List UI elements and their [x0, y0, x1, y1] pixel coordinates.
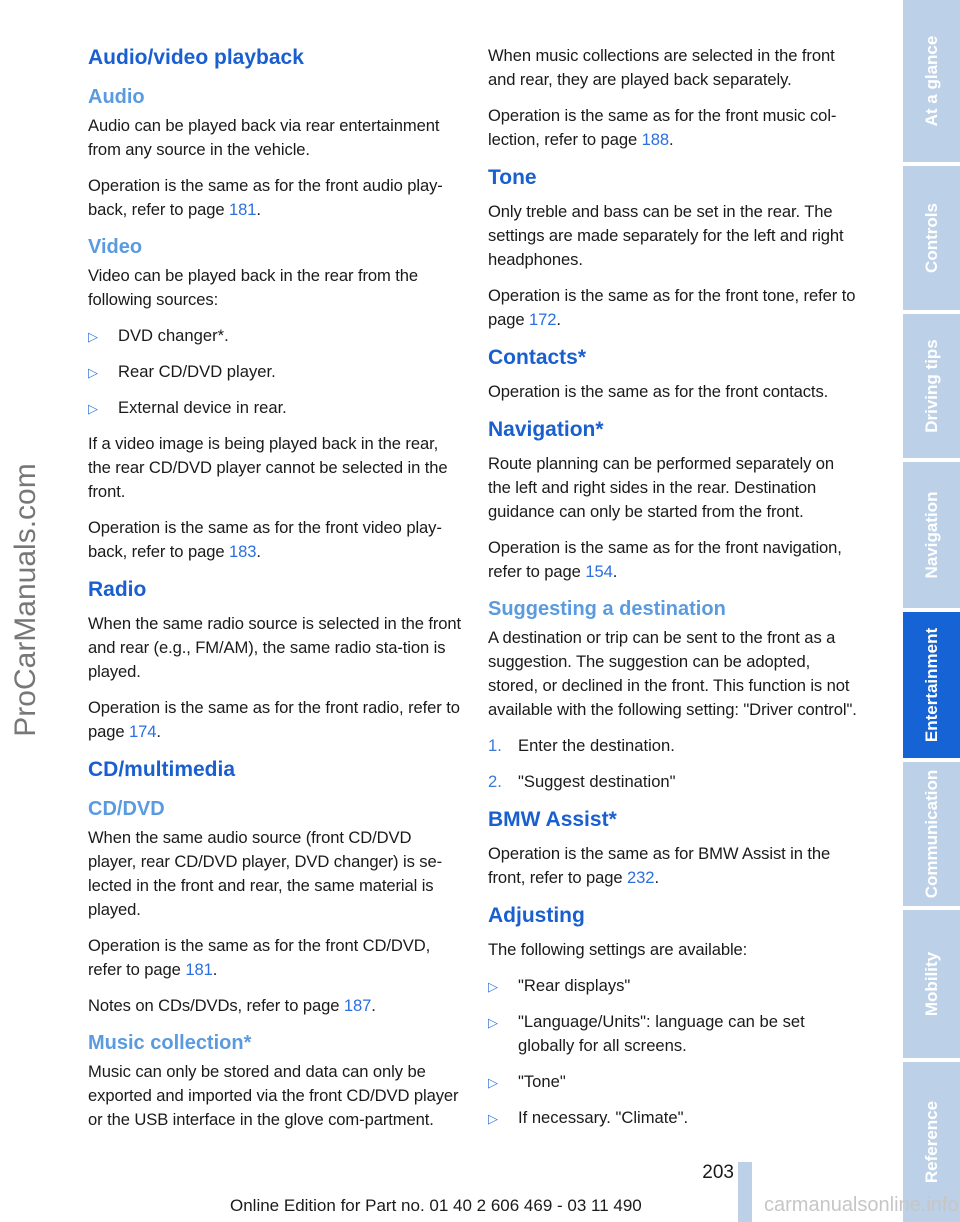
tab-mobility[interactable]: Mobility — [903, 910, 960, 1058]
heading-adjusting: Adjusting — [488, 904, 585, 927]
page-link[interactable]: 174 — [129, 722, 157, 741]
watermark-text: ProCarManuals.com — [9, 463, 42, 737]
paragraph: When the same radio source is selected in the front and rear (e.g., FM/AM), the same radio sta-tion is played. — [88, 614, 462, 681]
step-number: 1. — [488, 736, 502, 755]
paragraph: A destination or trip can be sent to the front as a suggestion. The suggestion can be adopted, stored, or declined in the front. This function is not available with the following setting: "Driver control". — [488, 628, 857, 719]
page-number: 203 — [702, 1162, 734, 1183]
tab-at-a-glance[interactable]: At a glance — [903, 0, 960, 162]
tab-communication[interactable]: Communication — [903, 762, 960, 906]
paragraph: Audio can be played back via rear entertainment from any source in the vehicle. — [88, 116, 440, 159]
tab-entertainment[interactable]: Entertainment — [903, 612, 960, 758]
video-source-list — [88, 324, 463, 420]
paragraph: Music can only be stored and data can only be exported and imported via the front CD/DVD player or the USB interface in the glove com-partment. — [88, 1062, 459, 1129]
heading-bmw-assist: BMW Assist* — [488, 808, 617, 831]
paragraph: Operation is the same as for the front navigation, refer to page 154. — [488, 538, 842, 581]
paragraph: Operation is the same as for the front CD/DVD, refer to page 181. — [88, 936, 431, 979]
paragraph: If a video image is being played back in the rear, the rear CD/DVD player cannot be selected in the front. — [88, 434, 448, 501]
paragraph: Route planning can be performed separately on the left and right sides in the rear. Destination guidance can only be started from the front. — [488, 454, 835, 521]
chapter-sidebar — [903, 0, 960, 1222]
footer-site-watermark: carmanualsonline.info — [764, 1194, 959, 1216]
paragraph: When music collections are selected in the front and rear, they are played back separately. — [488, 46, 835, 89]
subheading-suggesting-destination: Suggesting a destination — [488, 598, 726, 620]
triangle-bullet-icon: ▷ — [88, 401, 98, 416]
list-item: ▷ "Language/Units": language can be set globally for all screens. — [488, 1012, 805, 1055]
list-item: ▷ If necessary. "Climate". — [488, 1106, 860, 1130]
tab-driving-tips[interactable]: Driving tips — [903, 314, 960, 458]
suggest-steps-list — [488, 734, 860, 794]
paragraph: Operation is the same as for the front music col-lection, refer to page 188. — [488, 106, 837, 149]
triangle-bullet-icon: ▷ — [88, 365, 98, 380]
tab-navigation[interactable]: Navigation — [903, 462, 960, 608]
paragraph: Operation is the same as for the front audio play-back, refer to page 181. — [88, 176, 443, 219]
footer-edition: Online Edition for Part no. 01 40 2 606 469 - 03 11 490 — [230, 1196, 642, 1215]
list-item: ▷ "Rear displays" — [488, 974, 860, 998]
page-link[interactable]: 154 — [585, 562, 613, 581]
triangle-bullet-icon: ▷ — [488, 1015, 498, 1030]
list-item: ▷ External device in rear. — [88, 396, 463, 420]
triangle-bullet-icon: ▷ — [488, 1075, 498, 1090]
page-link[interactable]: 183 — [228, 542, 257, 561]
paragraph: Operation is the same as for the front tone, refer to page 172. — [488, 286, 856, 329]
paragraph: Operation is the same as for the front radio, refer to page 174. — [88, 698, 460, 741]
paragraph: When the same audio source (front CD/DVD player, rear CD/DVD player, DVD changer) is se-lected in the front and rear, the same material is played. — [88, 828, 443, 919]
triangle-bullet-icon: ▷ — [488, 979, 498, 994]
page-link[interactable]: 181 — [185, 960, 213, 979]
page-link[interactable]: 232 — [627, 868, 655, 887]
heading-contacts: Contacts* — [488, 346, 587, 369]
watermark — [6, 420, 46, 780]
paragraph: Notes on CDs/DVDs, refer to page 187. — [88, 996, 376, 1015]
paragraph: The following settings are available: — [488, 940, 748, 959]
paragraph: Operation is the same as for the front video play-back, refer to page 183. — [88, 518, 442, 561]
subheading-audio: Audio — [88, 86, 145, 108]
list-item: ▷ DVD changer*. — [88, 324, 463, 348]
subheading-music-collection: Music collection* — [88, 1032, 252, 1054]
left-column — [88, 44, 463, 1144]
page-link[interactable]: 172 — [529, 310, 557, 329]
triangle-bullet-icon: ▷ — [488, 1111, 498, 1126]
list-item: ▷ "Tone" — [488, 1070, 860, 1094]
heading-radio: Radio — [88, 578, 147, 601]
adjust-settings-list — [488, 974, 860, 1130]
list-item: 1. Enter the destination. — [488, 734, 860, 758]
subheading-video: Video — [88, 236, 143, 258]
paragraph: Video can be played back in the rear from the following sources: — [88, 266, 419, 309]
paragraph: Operation is the same as for the front contacts. — [488, 382, 829, 401]
step-number: 2. — [488, 772, 502, 791]
subheading-cd-dvd: CD/DVD — [88, 798, 165, 820]
tab-reference[interactable]: Reference — [903, 1062, 960, 1222]
paragraph: Only treble and bass can be set in the rear. The settings are made separately for the left and right headphones. — [488, 202, 844, 269]
page-link[interactable]: 187 — [343, 996, 372, 1015]
heading-tone: Tone — [488, 166, 537, 189]
triangle-bullet-icon: ▷ — [88, 329, 98, 344]
heading-audio-video: Audio/video playback — [88, 46, 304, 69]
right-column — [488, 44, 860, 1142]
heading-navigation: Navigation* — [488, 418, 604, 441]
list-item: ▷ Rear CD/DVD player. — [88, 360, 463, 384]
page-link[interactable]: 188 — [641, 130, 669, 149]
list-item: 2. "Suggest destination" — [488, 770, 860, 794]
tab-controls[interactable]: Controls — [903, 166, 960, 310]
heading-cd-multimedia: CD/multimedia — [88, 758, 236, 781]
page-marker-bar — [738, 1162, 752, 1222]
paragraph: Operation is the same as for BMW Assist in the front, refer to page 232. — [488, 844, 831, 887]
page-link[interactable]: 181 — [228, 200, 257, 219]
